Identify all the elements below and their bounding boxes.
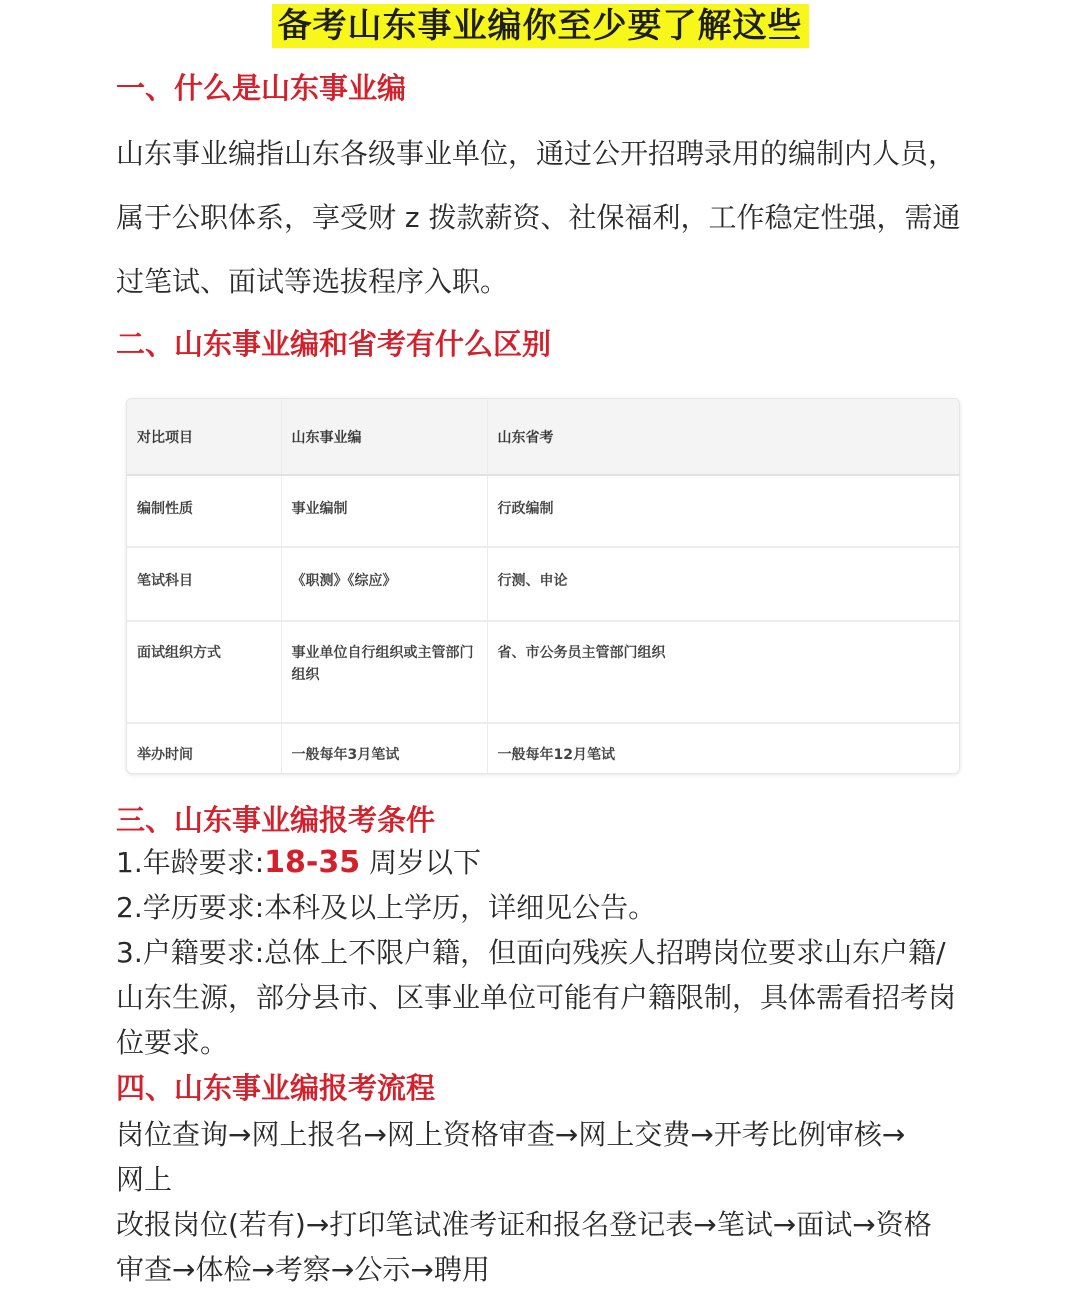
- process-line: 网上: [116, 1163, 173, 1196]
- table-cell: 《职测》《综应》: [281, 547, 487, 621]
- section1-line: 属于公职体系，享受财 z 拨款薪资、社保福利，工作稳定性强，需通: [116, 201, 961, 234]
- section1-body: [116, 122, 976, 314]
- table-header-cell: 山东事业编: [281, 399, 487, 475]
- table-cell: 笔试科目: [127, 547, 281, 621]
- table-row: [127, 547, 959, 621]
- table-header-cell: 山东省考: [487, 399, 959, 475]
- table-cell: 省、市公务员主管部门组织: [487, 621, 959, 723]
- title-wrapper: [0, 4, 1080, 48]
- section2-heading: 二、山东事业编和省考有什么区别: [116, 327, 552, 361]
- table-cell: 行政编制: [487, 475, 959, 547]
- requirement-age-label: 1.年龄要求:: [116, 846, 265, 879]
- requirement-age-suffix: 周岁以下: [360, 846, 482, 879]
- table-cell: 事业单位自行组织或主管部门组织: [281, 621, 487, 723]
- requirement-age: [116, 840, 976, 885]
- section3-heading: 三、山东事业编报考条件: [116, 803, 436, 837]
- page-title: 备考山东事业编你至少要了解这些: [272, 4, 809, 48]
- table-row: [127, 621, 959, 723]
- table-cell: 一般每年12月笔试: [497, 747, 615, 763]
- section1-heading: 一、什么是山东事业编: [116, 71, 407, 105]
- table-cell: 面试组织方式: [127, 621, 281, 723]
- table-cell: 事业编制: [281, 475, 487, 547]
- section3-body: [116, 840, 976, 1065]
- table-cell: 编制性质: [127, 475, 281, 547]
- process-line: 审查→体检→考察→公示→聘用: [116, 1253, 490, 1286]
- requirement-line: 山东生源，部分县市、区事业单位可能有户籍限制，具体需看招考岗: [116, 981, 957, 1014]
- table-header-cell: 对比项目: [127, 399, 281, 475]
- requirement-age-value: 18-35: [264, 845, 361, 880]
- requirement-line: 3.户籍要求:总体上不限户籍，但面向残疾人招聘岗位要求山东户籍/: [116, 936, 946, 969]
- comparison-table: [127, 399, 959, 774]
- table-cell: 一般每年3月笔试: [281, 723, 487, 774]
- table-header-row: [127, 399, 959, 475]
- table-cell: 行测、申论: [487, 547, 959, 621]
- section1-line: 山东事业编指山东各级事业单位，通过公开招聘录用的编制内人员，: [116, 137, 957, 170]
- table-row: [127, 475, 959, 547]
- table-cell: 举办时间: [127, 723, 281, 774]
- table-row: [127, 723, 959, 774]
- section4-body: [116, 1112, 976, 1292]
- requirement-line: 2.学历要求:本科及以上学历，详细见公告。: [116, 891, 657, 924]
- requirement-line: 位要求。: [116, 1026, 229, 1059]
- section4-heading: 四、山东事业编报考流程: [116, 1071, 436, 1105]
- process-line: 岗位查询→网上报名→网上资格审查→网上交费→开考比例审核→: [116, 1118, 906, 1151]
- comparison-table-card: [126, 398, 960, 774]
- process-line: 改报岗位(若有)→打印笔试准考证和报名登记表→笔试→面试→资格: [116, 1208, 932, 1241]
- section1-line: 过笔试、面试等选拔程序入职。: [116, 265, 509, 298]
